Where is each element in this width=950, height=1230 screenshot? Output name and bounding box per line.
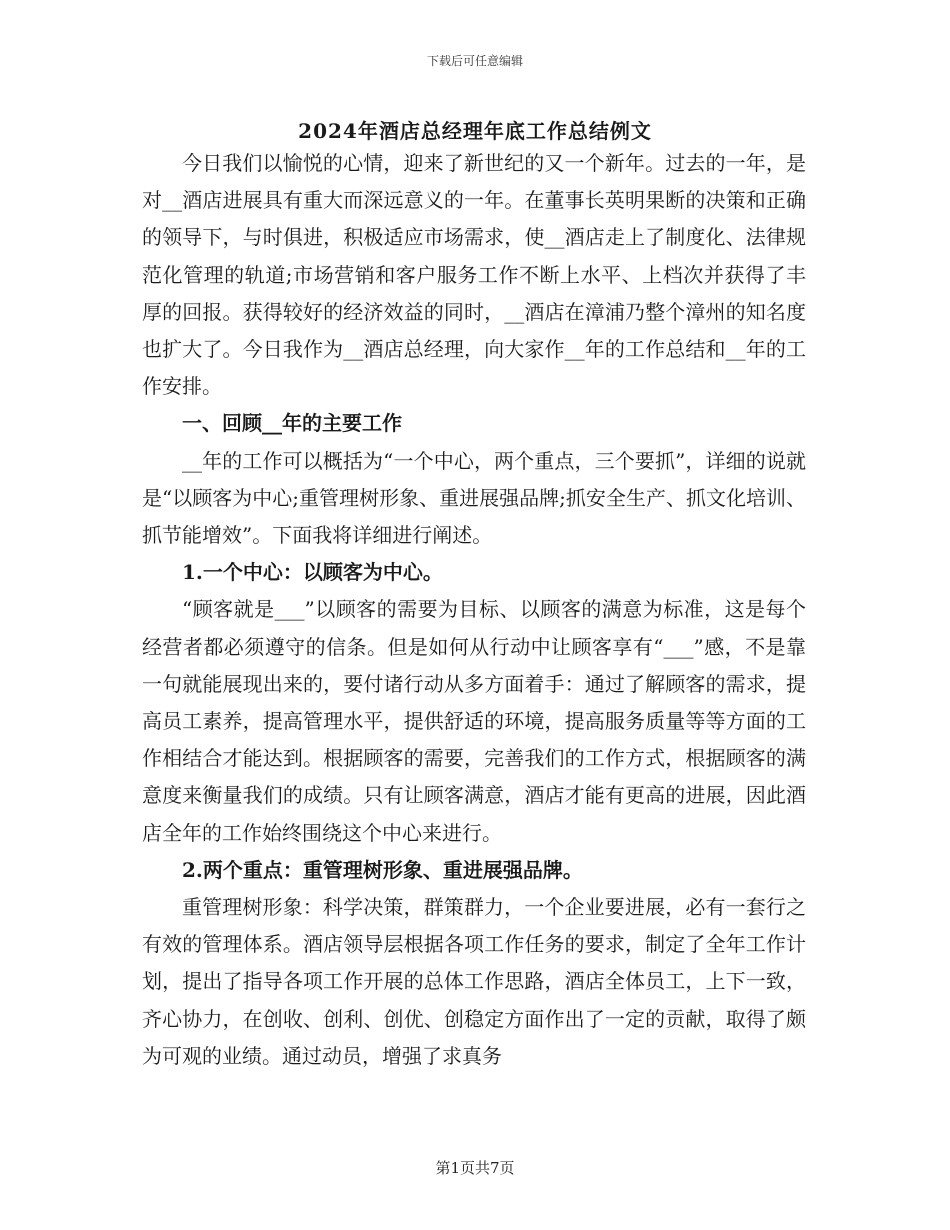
- subheading-two-focus: 2.两个重点：重管理树形象、重进展强品牌。: [182, 857, 583, 882]
- section-heading-review: 一、回顾__年的主要工作: [182, 411, 402, 436]
- subheading-one-center: 1.一个中心：以顾客为中心。: [182, 560, 443, 585]
- paragraph-summary: __年的工作可以概括为“一个中心，两个重点，三个要抓”，详细的说就是“以顾客为中心;重管理树形象、重进展强品牌;抓安全生产、抓文化培训、抓节能增效”。下面我将详细进行阐述。: [142, 448, 806, 548]
- page-number-footer: 第1页共7页: [435, 1159, 515, 1177]
- paragraph-management: 重管理树形象：科学决策，群策群力，一个企业要进展，必有一套行之有效的管理体系。酒店领导层根据各项工作任务的要求，制定了全年工作计划，提出了指导各项工作开展的总体工作思路，酒店全体员工，上下一致，齐心协力，在创收、创利、创优、创稳定方面作出了一定的贡献，取得了颇为可观的业绩。通过动员，增强了求真务: [142, 895, 806, 1068]
- document-body: [142, 145, 806, 1075]
- paragraph-intro: 今日我们以愉悦的心情，迎来了新世纪的又一个新年。过去的一年，是对__酒店进展具有重大而深远意义的一年。在董事长英明果断的决策和正确的领导下，与时俱进，积极适应市场需求，使__酒店走上了制度化、法律规范化管理的轨道;市场营销和客户服务工作不断上水平、上档次并获得了丰厚的回报。获得较好的经济效益的同时，__酒店在漳浦乃整个漳州的知名度也扩大了。今日我作为__酒店总经理，向大家作__年的工作总结和__年的工作安排。: [142, 151, 806, 399]
- paragraph-customer: “顾客就是___”以顾客的需要为目标、以顾客的满意为标准，这是每个经营者都必须遵守的信条。但是如何从行动中让顾客享有“___”感，不是靠一句就能展现出来的，要付诸行动从多方面着手：通过了解顾客的需求，提高员工素养，提高管理水平，提供舒适的环境，提高服务质量等等方面的工作相结合才能达到。根据顾客的需要，完善我们的工作方式，根据顾客的满意度来衡量我们的成绩。只有让顾客满意，酒店才能有更高的进展，因此酒店全年的工作始终围绕这个中心来进行。: [142, 597, 806, 845]
- header-note: 下载后可任意编辑: [426, 54, 523, 68]
- document-title: 2024年酒店总经理年底工作总结例文: [298, 119, 652, 143]
